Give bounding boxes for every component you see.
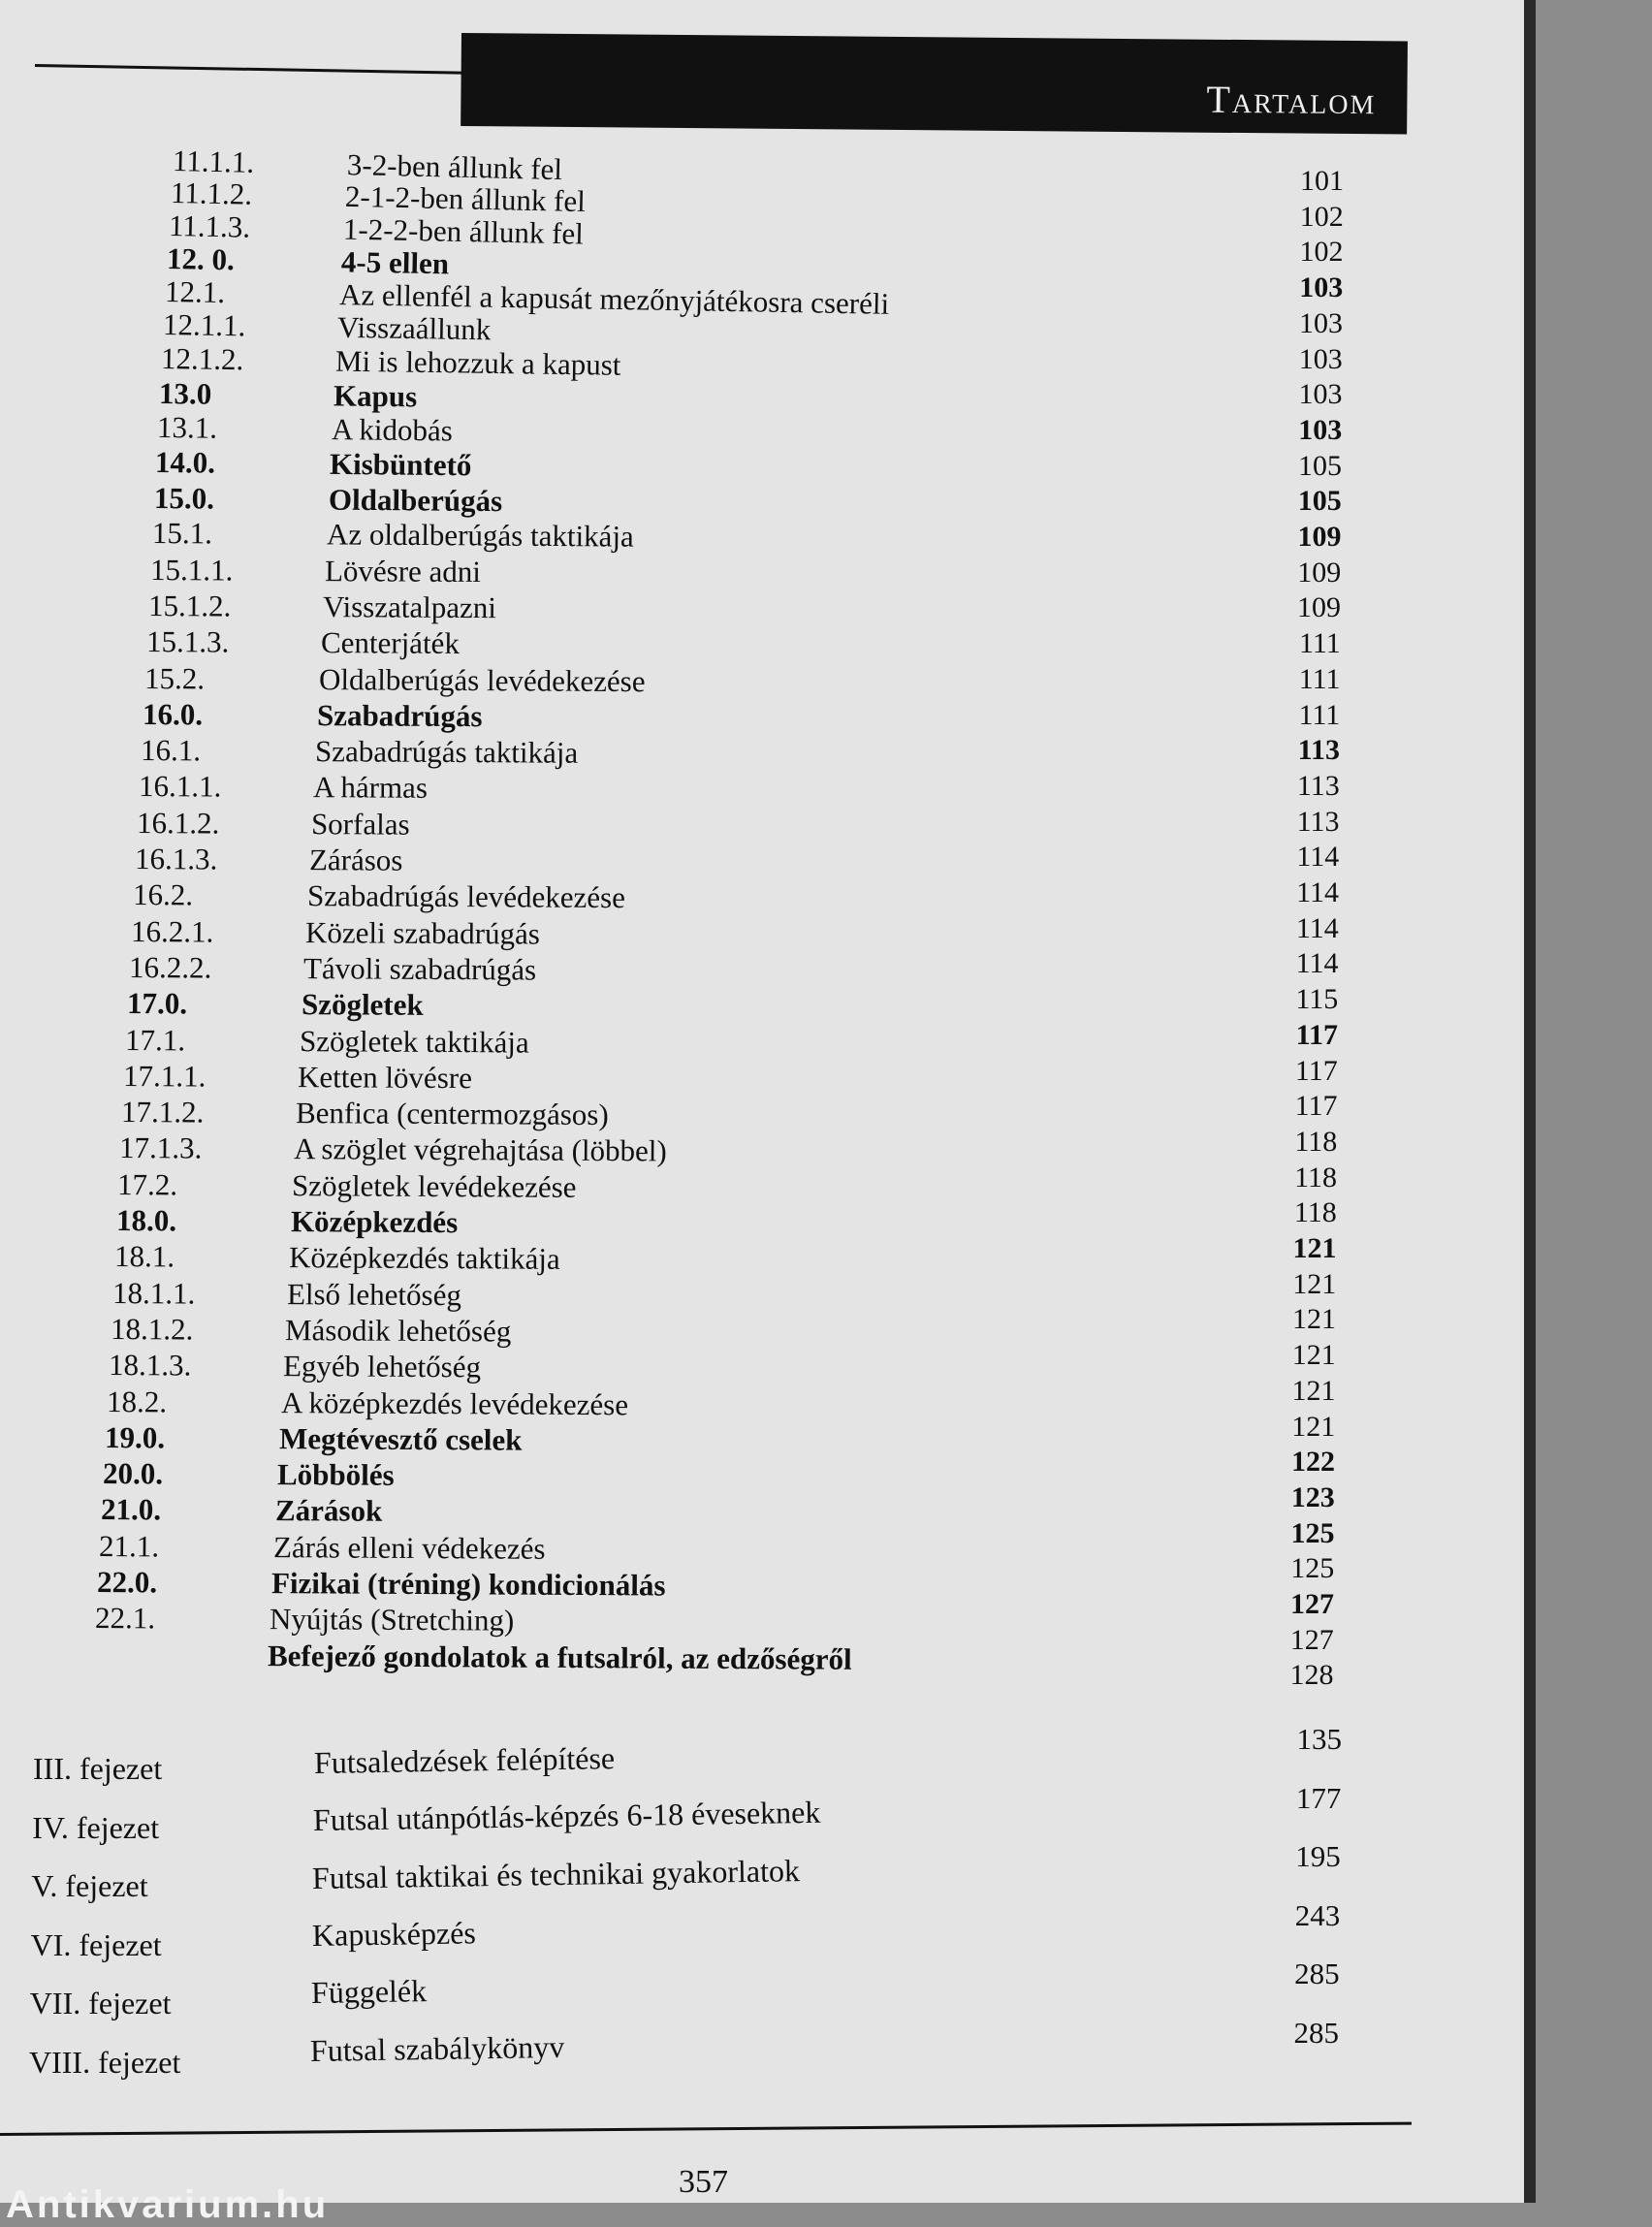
toc-entry-title: Visszatalpazni — [323, 589, 496, 625]
toc-entry-title: Kapus — [334, 378, 418, 414]
toc-page-number: 127 — [1256, 1624, 1334, 1657]
toc-page-number: 101 — [1266, 165, 1344, 198]
toc-page-number: 111 — [1263, 663, 1341, 696]
chapter-page-number: 135 — [1264, 1722, 1342, 1757]
toc-entry — [163, 307, 164, 344]
chapter-number: IV. fejezet — [32, 1810, 159, 1846]
toc-entry-number: 16.2. — [133, 877, 193, 912]
toc-entry-title: Második lehetőség — [285, 1313, 512, 1349]
toc-page-number: 109 — [1263, 557, 1341, 589]
toc-entry-number: 11.1.2. — [171, 175, 253, 212]
chapter-title: Kapusképzés — [311, 1915, 475, 1954]
page-edge — [1524, 0, 1536, 2203]
toc-page-number: 127 — [1256, 1588, 1334, 1621]
toc-entry-number: 20.0. — [103, 1456, 163, 1491]
toc-entry-number: 17.1.3. — [119, 1130, 202, 1166]
toc-page-number: 103 — [1265, 343, 1343, 376]
toc-entry-number: 16.1.2. — [137, 806, 219, 842]
toc-page-number: 103 — [1264, 414, 1342, 447]
toc-page-number: 114 — [1261, 912, 1339, 945]
toc-page-number: 121 — [1258, 1268, 1336, 1301]
toc-entry-title: Sorfalas — [311, 807, 410, 843]
toc-entry-title: Löbbölés — [277, 1457, 395, 1493]
toc-entry-title: Nyújtás (Stretching) — [270, 1602, 514, 1638]
toc-entry-number: 16.1.3. — [135, 842, 217, 877]
toc-page-number: 121 — [1257, 1411, 1335, 1444]
toc-entry-number: 11.1.1. — [173, 143, 255, 180]
toc-entry-title: Egyéb lehetőség — [283, 1349, 481, 1384]
toc-entry-number: 18.2. — [107, 1384, 167, 1419]
toc-entry-number: 18.0. — [115, 1203, 175, 1238]
chapter-title: Futsaledzések felépítése — [314, 1740, 616, 1781]
toc-entry — [161, 341, 162, 378]
toc-entry-number: 12. 0. — [167, 241, 235, 277]
toc-entry-number: 16.2.2. — [129, 950, 211, 986]
toc-entry-number: 17.0. — [127, 986, 187, 1021]
toc-entry-title: Kisbüntető — [330, 447, 472, 483]
chapter-page-number: 285 — [1262, 1957, 1340, 1991]
toc-page-number: 118 — [1259, 1161, 1337, 1194]
toc-entry-number: 17.1.2. — [121, 1095, 204, 1130]
toc-page-number: 102 — [1266, 201, 1344, 234]
top-rule — [35, 64, 461, 75]
toc-entry-number: 16.2.1. — [131, 914, 213, 950]
toc-entry-number: 18.1. — [113, 1239, 174, 1274]
toc-page-number: 103 — [1265, 271, 1343, 304]
toc-entry-title: Mi is lehozzuk a kapust — [335, 344, 621, 383]
toc-entry-title: Az oldalberúgás taktikája — [326, 518, 633, 555]
toc-entry-title: Zárás elleni védekezés — [273, 1530, 546, 1567]
toc-entry-title: Középkezdés — [290, 1204, 457, 1240]
toc-entry-title: Középkezdés taktikája — [288, 1240, 559, 1277]
chapter-title: Függelék — [311, 1973, 428, 2011]
toc-entry-number: 17.1.1. — [123, 1059, 206, 1095]
chapter-title: Futsal szabálykönyv — [310, 2028, 565, 2068]
chapter-number: VIII. fejezet — [29, 2045, 180, 2081]
toc-entry-number: 15.1.2. — [148, 589, 231, 624]
toc-entry-number: 13.0 — [159, 376, 212, 412]
chapter-page-number: 195 — [1263, 1839, 1341, 1874]
toc-page-number: 122 — [1257, 1446, 1335, 1479]
toc-page-number: 117 — [1260, 1055, 1338, 1088]
toc-entry-number: 18.1.2. — [111, 1312, 193, 1348]
toc-page-number: 113 — [1262, 806, 1340, 839]
toc-entry — [171, 175, 172, 212]
toc-entry-number: 16.0. — [143, 697, 203, 732]
toc-entry-title: Szabadrúgás — [317, 698, 483, 734]
toc-entry-number: 21.1. — [99, 1529, 159, 1564]
toc-entry-number: 12.1.2. — [161, 341, 244, 377]
toc-entry-title: Szabadrúgás taktikája — [315, 734, 578, 771]
toc-page-number: 118 — [1259, 1196, 1337, 1229]
toc-entry-title: 2-1-2-ben állunk fel — [345, 179, 587, 219]
toc-entry-number: 22.0. — [97, 1565, 157, 1600]
toc-entry-title: A középkezdés levédekezése — [281, 1385, 628, 1422]
toc-entry-title: Megtévesztő cselek — [279, 1421, 523, 1458]
toc-entry-title: 1-2-2-ben állunk fel — [343, 212, 585, 252]
toc-entry-number: 19.0. — [105, 1420, 165, 1455]
chapter-title: Futsal taktikai és technikai gyakorlatok — [312, 1853, 801, 1896]
toc-entry-title: Zárások — [275, 1493, 382, 1529]
chapter-page-number: 243 — [1262, 1898, 1340, 1933]
toc-entry-number: 16.1. — [141, 733, 201, 768]
toc-entry-title: A kidobás — [332, 412, 453, 448]
toc-entry-number: 12.1. — [165, 274, 226, 310]
toc-entry-title: Az ellenfél a kapusát mezőnyjátékosra cseréli — [339, 277, 890, 322]
toc-page-number: 114 — [1261, 841, 1339, 874]
toc-page-number: 113 — [1262, 734, 1340, 767]
toc-page-number: 105 — [1264, 485, 1342, 518]
toc-entry-number: 15.1.3. — [146, 624, 229, 660]
toc-entry-title: Szabadrúgás levédekezése — [307, 878, 625, 915]
toc-page-number: 118 — [1259, 1126, 1337, 1159]
toc-page-number: 117 — [1260, 1090, 1338, 1123]
toc-entry-title: Centerjáték — [321, 625, 460, 661]
toc-page-number: 114 — [1261, 947, 1339, 980]
chapter-page-number: 285 — [1261, 2016, 1339, 2051]
toc-page-number: 117 — [1260, 1019, 1338, 1052]
toc-entry-title: Visszaállunk — [337, 310, 492, 347]
toc-entry-number: 22.1. — [95, 1601, 155, 1636]
toc-entry-title: Oldalberúgás — [328, 482, 501, 519]
toc-entry-number: 15.1. — [151, 516, 211, 551]
toc-entry-number: 15.0. — [153, 481, 213, 517]
toc-entry-title: Lövésre adni — [324, 554, 480, 589]
chapter-number: VII. fejezet — [30, 1986, 172, 2021]
toc-entry-title: Fizikai (tréning) kondicionálás — [271, 1566, 666, 1603]
toc-entry-number: 11.1.3. — [169, 208, 251, 245]
toc-entry-title: Szögletek taktikája — [300, 1024, 529, 1060]
toc-page-number: 121 — [1258, 1303, 1336, 1336]
toc-page-number: 111 — [1262, 699, 1340, 732]
toc-page-number: 103 — [1265, 307, 1343, 340]
toc-page-number: 105 — [1264, 450, 1342, 483]
toc-entry-title: Zárásos — [309, 843, 403, 878]
toc-page-number: 103 — [1265, 378, 1343, 411]
chapter-title: Futsal utánpótlás-képzés 6-18 éveseknek — [313, 1795, 821, 1838]
toc-entry-number: 15.2. — [144, 661, 205, 696]
toc-page-number: 123 — [1257, 1481, 1335, 1514]
toc-entry-title: A hármas — [313, 770, 428, 806]
toc-entry-title: A szöglet végrehajtása (löbbel) — [294, 1131, 667, 1168]
chapter-number: VI. fejezet — [31, 1927, 162, 1963]
toc-entry-title: Befejező gondolatok a futsalról, az edzőségről — [268, 1638, 852, 1677]
toc-entry-number: 17.1. — [125, 1023, 185, 1058]
toc-entry-title: Szögletek levédekezése — [292, 1168, 577, 1205]
toc-entry-title: 4-5 ellen — [341, 244, 450, 281]
toc-entry-number: 21.0. — [101, 1492, 161, 1527]
toc-entry-number: 17.2. — [117, 1167, 177, 1202]
toc-entry — [169, 208, 170, 245]
toc-entry-title: Ketten lövésre — [298, 1060, 472, 1096]
page-number: 357 — [679, 2164, 728, 2201]
bottom-rule — [0, 2122, 1412, 2136]
toc-entry-title: 3-2-ben állunk fel — [347, 147, 563, 187]
toc-page-number: 113 — [1262, 770, 1340, 803]
toc-entry-number: 16.1.1. — [139, 769, 221, 805]
toc-page-number: 102 — [1266, 236, 1344, 269]
header-title: Tartalom — [1206, 77, 1376, 124]
header-bar — [461, 33, 1408, 135]
toc-entry-title: Távoli szabadrúgás — [303, 951, 536, 987]
toc-entry-title: Szögletek — [302, 987, 424, 1023]
watermark: Antikvarium.hu — [6, 2183, 329, 2227]
toc-page-number: 111 — [1263, 627, 1341, 660]
toc-page-number: 114 — [1261, 876, 1339, 909]
toc-page-number: 109 — [1263, 591, 1341, 624]
toc-entry-title: Első lehetőség — [286, 1277, 461, 1313]
toc-entry — [167, 241, 168, 278]
chapter-number: III. fejezet — [33, 1751, 162, 1787]
toc-entry-number: 18.1.3. — [109, 1348, 191, 1384]
toc-entry-number: 12.1.1. — [163, 307, 246, 343]
toc-entry — [165, 274, 166, 311]
toc-page-number: 115 — [1260, 983, 1338, 1016]
toc-entry-title: Oldalberúgás levédekezése — [319, 662, 646, 699]
toc-page-number: 121 — [1259, 1232, 1337, 1265]
toc-entry-number: 14.0. — [155, 445, 215, 481]
chapter-number: V. fejezet — [31, 1868, 147, 1904]
toc-page-number: 128 — [1256, 1659, 1334, 1692]
toc-entry-number: 18.1.1. — [111, 1276, 194, 1312]
toc-page-number: 121 — [1258, 1375, 1336, 1408]
toc-page-number: 125 — [1257, 1517, 1335, 1550]
chapter-page-number: 177 — [1263, 1781, 1341, 1816]
toc-entry-title: Benfica (centermozgásos) — [296, 1096, 609, 1132]
toc-page-number: 125 — [1256, 1552, 1334, 1585]
toc-page-number: 121 — [1258, 1339, 1336, 1372]
toc-page-number: 109 — [1264, 521, 1342, 554]
toc-entry-number: 15.1.1. — [149, 553, 232, 589]
toc-entry-number: 13.1. — [157, 410, 217, 446]
toc-entry-title: Közeli szabadrúgás — [305, 915, 540, 951]
